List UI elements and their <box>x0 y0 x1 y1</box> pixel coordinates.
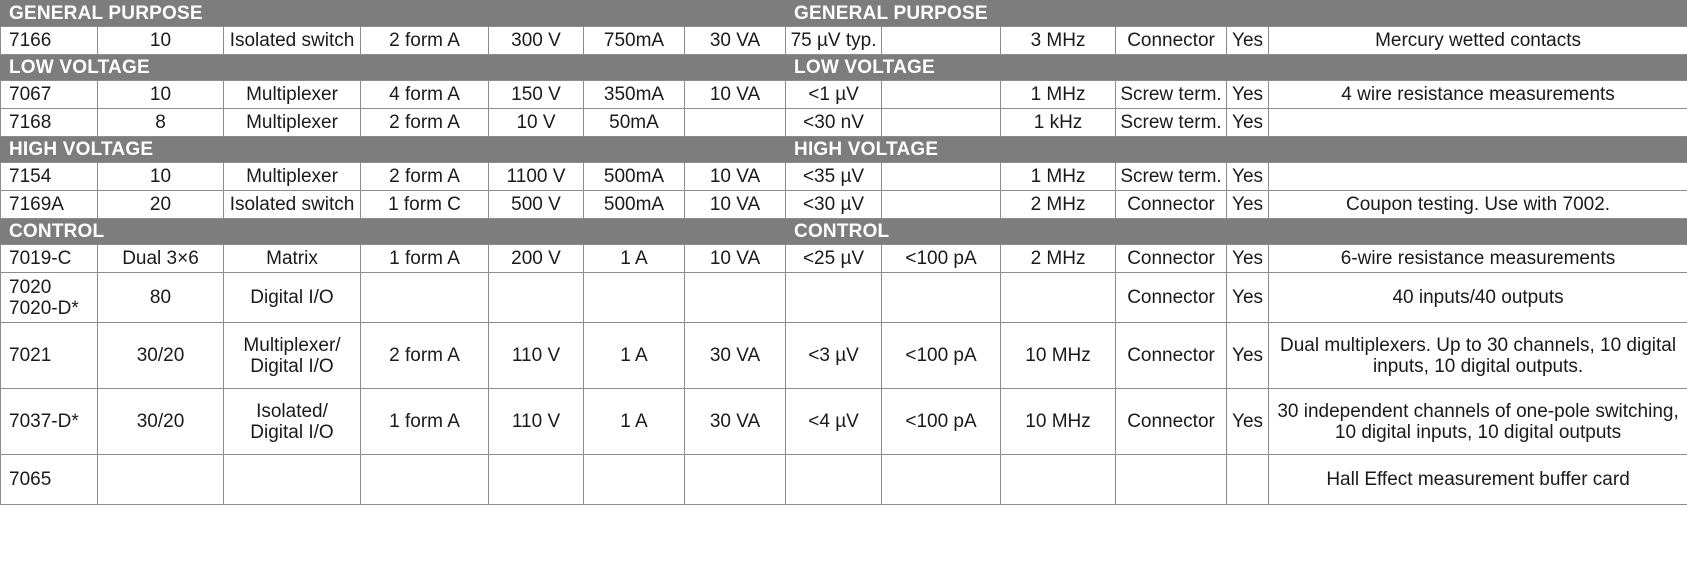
bandwidth-cell: 2 MHz <box>1001 191 1116 219</box>
channels-cell: 10 <box>98 163 224 191</box>
contact-offset-cell <box>786 455 882 505</box>
channels-cell: 20 <box>98 191 224 219</box>
card-type-cell: Multiplexer <box>224 81 361 109</box>
section-title: HIGH VOLTAGE <box>1 137 786 163</box>
table-row <box>1 323 1687 389</box>
channels-cell: 10 <box>98 27 224 55</box>
scanner-support-cell: Yes <box>1227 245 1269 273</box>
table-row <box>1 109 1687 137</box>
max-power-cell: 10 VA <box>685 163 786 191</box>
contact-offset-cell: <30 nV <box>786 109 882 137</box>
scanner-support-cell: Yes <box>1227 191 1269 219</box>
current-offset-cell <box>882 191 1001 219</box>
max-voltage-cell: 500 V <box>489 191 584 219</box>
current-offset-cell <box>882 109 1001 137</box>
notes-cell: Dual multiplexers. Up to 30 channels, 10 digital inputs, 10 digital outputs. <box>1269 323 1687 389</box>
max-power-cell: 10 VA <box>685 191 786 219</box>
max-power-cell <box>685 455 786 505</box>
table-row <box>1 455 1687 505</box>
card-type-cell: Multiplexer/ Digital I/O <box>224 323 361 389</box>
section-header-row <box>1 137 1687 163</box>
connection-type-cell: Connector <box>1116 245 1227 273</box>
max-voltage-cell: 200 V <box>489 245 584 273</box>
notes-cell: 6-wire resistance measurements <box>1269 245 1687 273</box>
contact-offset-cell: <25 µV <box>786 245 882 273</box>
section-header-row <box>1 55 1687 81</box>
card-type-cell: Isolated switch <box>224 191 361 219</box>
channels-cell: 30/20 <box>98 389 224 455</box>
contact-offset-cell: 75 µV typ. <box>786 27 882 55</box>
scanner-support-cell: Yes <box>1227 163 1269 191</box>
card-type-cell: Multiplexer <box>224 109 361 137</box>
contact-config-cell: 2 form A <box>361 163 489 191</box>
current-offset-cell: <100 pA <box>882 245 1001 273</box>
scanner-support-cell: Yes <box>1227 27 1269 55</box>
section-title-repeat: LOW VOLTAGE <box>786 55 1687 81</box>
section-header-row <box>1 1 1687 27</box>
contact-config-cell: 1 form A <box>361 245 489 273</box>
max-power-cell: 10 VA <box>685 81 786 109</box>
model-cell: 7168 <box>1 109 98 137</box>
max-current-cell: 500mA <box>584 191 685 219</box>
max-power-cell: 10 VA <box>685 245 786 273</box>
max-voltage-cell: 110 V <box>489 389 584 455</box>
notes-cell: 4 wire resistance measurements <box>1269 81 1687 109</box>
table-row <box>1 245 1687 273</box>
connection-type-cell: Connector <box>1116 323 1227 389</box>
bandwidth-cell: 1 MHz <box>1001 163 1116 191</box>
notes-cell: Hall Effect measurement buffer card <box>1269 455 1687 505</box>
contact-config-cell: 1 form C <box>361 191 489 219</box>
card-type-cell: Isolated/ Digital I/O <box>224 389 361 455</box>
contact-offset-cell: <30 µV <box>786 191 882 219</box>
channels-cell: 80 <box>98 273 224 323</box>
card-type-cell: Isolated switch <box>224 27 361 55</box>
current-offset-cell: <100 pA <box>882 323 1001 389</box>
connection-type-cell <box>1116 455 1227 505</box>
model-cell: 7065 <box>1 455 98 505</box>
channels-cell <box>98 455 224 505</box>
model-cell: 7037-D* <box>1 389 98 455</box>
section-title-repeat: CONTROL <box>786 219 1687 245</box>
bandwidth-cell <box>1001 455 1116 505</box>
contact-offset-cell: <35 µV <box>786 163 882 191</box>
scanner-support-cell: Yes <box>1227 273 1269 323</box>
bandwidth-cell: 10 MHz <box>1001 323 1116 389</box>
contact-offset-cell <box>786 273 882 323</box>
contact-config-cell: 2 form A <box>361 27 489 55</box>
max-power-cell <box>685 109 786 137</box>
section-header-row <box>1 219 1687 245</box>
max-voltage-cell: 110 V <box>489 323 584 389</box>
section-title: CONTROL <box>1 219 786 245</box>
bandwidth-cell: 10 MHz <box>1001 389 1116 455</box>
max-current-cell <box>584 273 685 323</box>
card-type-cell: Matrix <box>224 245 361 273</box>
section-title: GENERAL PURPOSE <box>1 1 786 27</box>
notes-cell: Coupon testing. Use with 7002. <box>1269 191 1687 219</box>
notes-cell: 40 inputs/40 outputs <box>1269 273 1687 323</box>
bandwidth-cell: 1 kHz <box>1001 109 1116 137</box>
table-body <box>1 1 1687 505</box>
connection-type-cell: Screw term. <box>1116 81 1227 109</box>
model-cell: 7019-C <box>1 245 98 273</box>
contact-config-cell: 2 form A <box>361 109 489 137</box>
connection-type-cell: Connector <box>1116 27 1227 55</box>
connection-type-cell: Connector <box>1116 273 1227 323</box>
contact-config-cell: 2 form A <box>361 323 489 389</box>
connection-type-cell: Screw term. <box>1116 163 1227 191</box>
max-voltage-cell: 1100 V <box>489 163 584 191</box>
contact-config-cell: 1 form A <box>361 389 489 455</box>
model-cell: 7021 <box>1 323 98 389</box>
bandwidth-cell <box>1001 273 1116 323</box>
max-current-cell: 1 A <box>584 245 685 273</box>
channels-cell: 8 <box>98 109 224 137</box>
channels-cell: Dual 3×6 <box>98 245 224 273</box>
current-offset-cell: <100 pA <box>882 389 1001 455</box>
max-current-cell <box>584 455 685 505</box>
max-voltage-cell: 150 V <box>489 81 584 109</box>
max-voltage-cell: 10 V <box>489 109 584 137</box>
notes-cell: 30 independent channels of one-pole switching, 10 digital inputs, 10 digital outputs <box>1269 389 1687 455</box>
max-current-cell: 1 A <box>584 323 685 389</box>
contact-config-cell: 4 form A <box>361 81 489 109</box>
notes-cell: Mercury wetted contacts <box>1269 27 1687 55</box>
current-offset-cell <box>882 27 1001 55</box>
scanner-support-cell: Yes <box>1227 81 1269 109</box>
model-cell: 7020 7020-D* <box>1 273 98 323</box>
section-title-repeat: HIGH VOLTAGE <box>786 137 1687 163</box>
table-row <box>1 81 1687 109</box>
bandwidth-cell: 1 MHz <box>1001 81 1116 109</box>
channels-cell: 30/20 <box>98 323 224 389</box>
max-current-cell: 1 A <box>584 389 685 455</box>
max-current-cell: 500mA <box>584 163 685 191</box>
current-offset-cell <box>882 273 1001 323</box>
max-voltage-cell <box>489 455 584 505</box>
model-cell: 7067 <box>1 81 98 109</box>
contact-offset-cell: <4 µV <box>786 389 882 455</box>
card-type-cell: Multiplexer <box>224 163 361 191</box>
table-row <box>1 163 1687 191</box>
model-cell: 7154 <box>1 163 98 191</box>
contact-config-cell <box>361 273 489 323</box>
scanner-support-cell: Yes <box>1227 109 1269 137</box>
max-voltage-cell <box>489 273 584 323</box>
scanner-support-cell: Yes <box>1227 389 1269 455</box>
contact-config-cell <box>361 455 489 505</box>
bandwidth-cell: 3 MHz <box>1001 27 1116 55</box>
max-power-cell: 30 VA <box>685 27 786 55</box>
section-title: LOW VOLTAGE <box>1 55 786 81</box>
max-current-cell: 50mA <box>584 109 685 137</box>
contact-offset-cell: <3 µV <box>786 323 882 389</box>
max-power-cell: 30 VA <box>685 389 786 455</box>
max-current-cell: 750mA <box>584 27 685 55</box>
channels-cell: 10 <box>98 81 224 109</box>
model-cell: 7166 <box>1 27 98 55</box>
connection-type-cell: Screw term. <box>1116 109 1227 137</box>
card-type-cell <box>224 455 361 505</box>
scanner-support-cell: Yes <box>1227 323 1269 389</box>
table-row <box>1 389 1687 455</box>
scanner-support-cell <box>1227 455 1269 505</box>
bandwidth-cell: 2 MHz <box>1001 245 1116 273</box>
current-offset-cell <box>882 81 1001 109</box>
table-row <box>1 191 1687 219</box>
notes-cell <box>1269 163 1687 191</box>
section-title-repeat: GENERAL PURPOSE <box>786 1 1687 27</box>
table-row <box>1 273 1687 323</box>
current-offset-cell <box>882 455 1001 505</box>
model-cell: 7169A <box>1 191 98 219</box>
connection-type-cell: Connector <box>1116 191 1227 219</box>
max-power-cell <box>685 273 786 323</box>
max-voltage-cell: 300 V <box>489 27 584 55</box>
current-offset-cell <box>882 163 1001 191</box>
notes-cell <box>1269 109 1687 137</box>
max-current-cell: 350mA <box>584 81 685 109</box>
card-type-cell: Digital I/O <box>224 273 361 323</box>
max-power-cell: 30 VA <box>685 323 786 389</box>
connection-type-cell: Connector <box>1116 389 1227 455</box>
table-row <box>1 27 1687 55</box>
contact-offset-cell: <1 µV <box>786 81 882 109</box>
